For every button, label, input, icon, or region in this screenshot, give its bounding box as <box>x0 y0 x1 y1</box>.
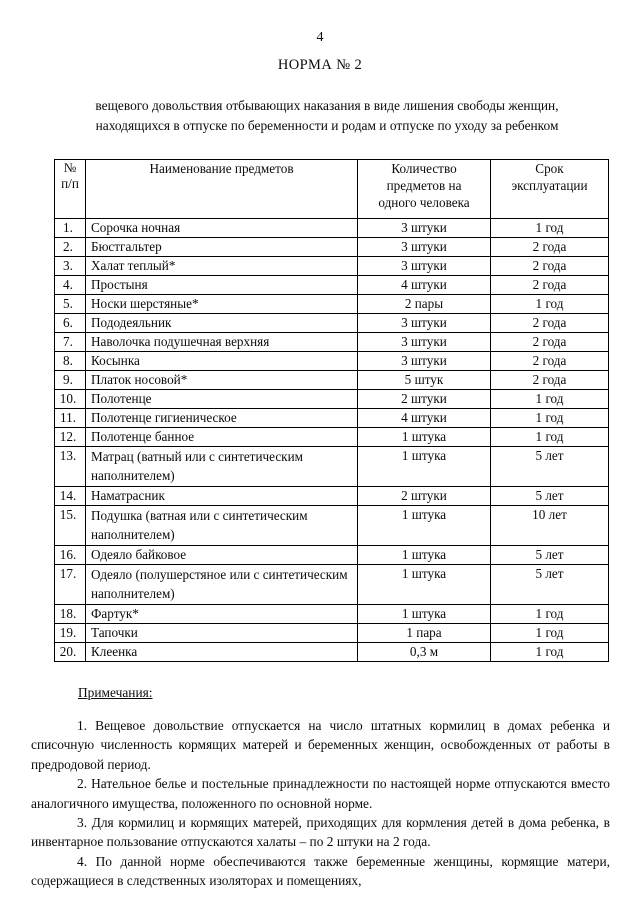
cell-name: Простыня <box>86 276 358 295</box>
cell-num: 17. <box>55 565 86 605</box>
subtitle-line-1: вещевого довольствия отбывающих наказания в виде лишения свободы женщин, <box>95 98 559 113</box>
cell-qty: 3 штуки <box>358 257 491 276</box>
table-row <box>55 314 609 333</box>
table-row <box>55 428 609 447</box>
table-row <box>55 238 609 257</box>
column-header-quantity-line3: одного человека <box>378 195 470 210</box>
cell-num: 6. <box>55 314 86 333</box>
column-header-number-line1: № <box>63 160 77 175</box>
note-paragraph: 2. Нательное белье и постельные принадлежности по настоящей норме отпускаются вместо аналогичного имущества, положенного по основной норме. <box>31 776 610 811</box>
cell-name: Матрац (ватный или с синтетическим наполнителем) <box>86 447 358 487</box>
cell-num: 13. <box>55 447 86 487</box>
cell-num: 8. <box>55 352 86 371</box>
cell-term: 2 года <box>491 257 609 276</box>
cell-name: Халат теплый* <box>86 257 358 276</box>
cell-num: 20. <box>55 643 86 662</box>
norms-table <box>54 159 609 662</box>
cell-num: 15. <box>55 506 86 546</box>
cell-num: 14. <box>55 487 86 506</box>
table-row <box>55 624 609 643</box>
cell-name: Полотенце <box>86 390 358 409</box>
cell-num: 9. <box>55 371 86 390</box>
cell-term: 2 года <box>491 333 609 352</box>
table-body <box>55 219 609 662</box>
cell-name: Косынка <box>86 352 358 371</box>
cell-name: Тапочки <box>86 624 358 643</box>
table-row <box>55 565 609 605</box>
cell-term: 2 года <box>491 238 609 257</box>
cell-term: 1 год <box>491 219 609 238</box>
cell-term: 10 лет <box>491 506 609 546</box>
cell-name: Платок носовой* <box>86 371 358 390</box>
table-row <box>55 219 609 238</box>
notes-list <box>31 716 610 891</box>
cell-term: 2 года <box>491 371 609 390</box>
cell-name: Носки шерстяные* <box>86 295 358 314</box>
cell-qty: 5 штук <box>358 371 491 390</box>
cell-term: 1 год <box>491 390 609 409</box>
column-header-term-line1: Срок <box>535 161 564 176</box>
column-header-term <box>491 160 609 219</box>
cell-num: 19. <box>55 624 86 643</box>
table-row <box>55 546 609 565</box>
cell-num: 16. <box>55 546 86 565</box>
table-row <box>55 506 609 546</box>
cell-qty: 1 штука <box>358 565 491 605</box>
notes-heading: Примечания: <box>78 685 153 700</box>
cell-name: Подушка (ватная или с синтетическим наполнителем) <box>86 506 358 546</box>
cell-name: Пододеяльник <box>86 314 358 333</box>
cell-term: 2 года <box>491 314 609 333</box>
column-header-number <box>55 160 86 219</box>
note-paragraph: 3. Для кормилиц и кормящих матерей, приходящих для кормления детей в дома ребенка, в инвентарное пользование отпускаются халаты – по 2 штуки на 2 года. <box>31 815 610 850</box>
cell-qty: 1 штука <box>358 447 491 487</box>
cell-num: 3. <box>55 257 86 276</box>
column-header-name: Наименование предметов <box>86 160 358 219</box>
cell-num: 1. <box>55 219 86 238</box>
cell-term: 1 год <box>491 605 609 624</box>
cell-term: 1 год <box>491 428 609 447</box>
cell-qty: 1 штука <box>358 506 491 546</box>
cell-qty: 2 штуки <box>358 390 491 409</box>
cell-term: 1 год <box>491 295 609 314</box>
cell-qty: 0,3 м <box>358 643 491 662</box>
table-header-row <box>55 160 609 219</box>
table-row <box>55 487 609 506</box>
cell-num: 5. <box>55 295 86 314</box>
table-row <box>55 371 609 390</box>
table-row <box>55 447 609 487</box>
cell-num: 10. <box>55 390 86 409</box>
cell-num: 7. <box>55 333 86 352</box>
cell-term: 1 год <box>491 643 609 662</box>
cell-term: 1 год <box>491 409 609 428</box>
table-row <box>55 257 609 276</box>
cell-term: 5 лет <box>491 546 609 565</box>
cell-qty: 1 пара <box>358 624 491 643</box>
table-row <box>55 390 609 409</box>
cell-term: 1 год <box>491 624 609 643</box>
cell-num: 11. <box>55 409 86 428</box>
cell-name: Наматрасник <box>86 487 358 506</box>
cell-name: Полотенце банное <box>86 428 358 447</box>
table-row <box>55 333 609 352</box>
table-row <box>55 352 609 371</box>
cell-term: 5 лет <box>491 487 609 506</box>
cell-qty: 3 штуки <box>358 219 491 238</box>
cell-name: Фартук* <box>86 605 358 624</box>
table-row <box>55 409 609 428</box>
cell-num: 18. <box>55 605 86 624</box>
document-subtitle <box>62 96 592 136</box>
cell-term: 5 лет <box>491 565 609 605</box>
cell-qty: 2 штуки <box>358 487 491 506</box>
column-header-quantity-line2: предметов на <box>386 178 462 193</box>
cell-qty: 2 пары <box>358 295 491 314</box>
cell-qty: 3 штуки <box>358 352 491 371</box>
cell-name: Наволочка подушечная верхняя <box>86 333 358 352</box>
column-header-term-line2: эксплуатации <box>511 178 588 193</box>
cell-name: Полотенце гигиеническое <box>86 409 358 428</box>
cell-name: Одеяло (полушерстяное или с синтетическим наполнителем) <box>86 565 358 605</box>
cell-qty: 3 штуки <box>358 314 491 333</box>
page-title: НОРМА № 2 <box>277 57 363 73</box>
table-header <box>55 160 609 219</box>
note-paragraph: 1. Вещевое довольствие отпускается на число штатных кормилиц в домах ребенка и списочную численность кормящих матерей и беременных женщин, освобожденных от работы в предродовой период. <box>31 718 610 772</box>
cell-term: 2 года <box>491 276 609 295</box>
cell-term: 2 года <box>491 352 609 371</box>
column-header-number-line2: п/п <box>61 176 79 191</box>
cell-qty: 4 штуки <box>358 276 491 295</box>
cell-qty: 3 штуки <box>358 333 491 352</box>
subtitle-line-2: находящихся в отпуске по беременности и родам и отпуске по уходу за ребенком <box>95 118 559 133</box>
cell-qty: 1 штука <box>358 428 491 447</box>
table-row <box>55 276 609 295</box>
cell-num: 2. <box>55 238 86 257</box>
cell-num: 12. <box>55 428 86 447</box>
table-row <box>55 605 609 624</box>
note-paragraph: 4. По данной норме обеспечиваются также беременные женщины, кормящие матери, содержащиеся в следственных изоляторах и помещениях, <box>31 853 610 889</box>
page-number: 4 <box>316 30 324 45</box>
table-row <box>55 295 609 314</box>
cell-qty: 1 штука <box>358 546 491 565</box>
cell-qty: 4 штуки <box>358 409 491 428</box>
cell-qty: 3 штуки <box>358 238 491 257</box>
cell-qty: 1 штука <box>358 605 491 624</box>
cell-name: Бюстгальтер <box>86 238 358 257</box>
cell-term: 5 лет <box>491 447 609 487</box>
cell-name: Одеяло байковое <box>86 546 358 565</box>
cell-num: 4. <box>55 276 86 295</box>
table-row <box>55 643 609 662</box>
column-header-quantity-line1: Количество <box>391 161 457 176</box>
cell-name: Клеенка <box>86 643 358 662</box>
cell-name: Сорочка ночная <box>86 219 358 238</box>
column-header-quantity <box>358 160 491 219</box>
